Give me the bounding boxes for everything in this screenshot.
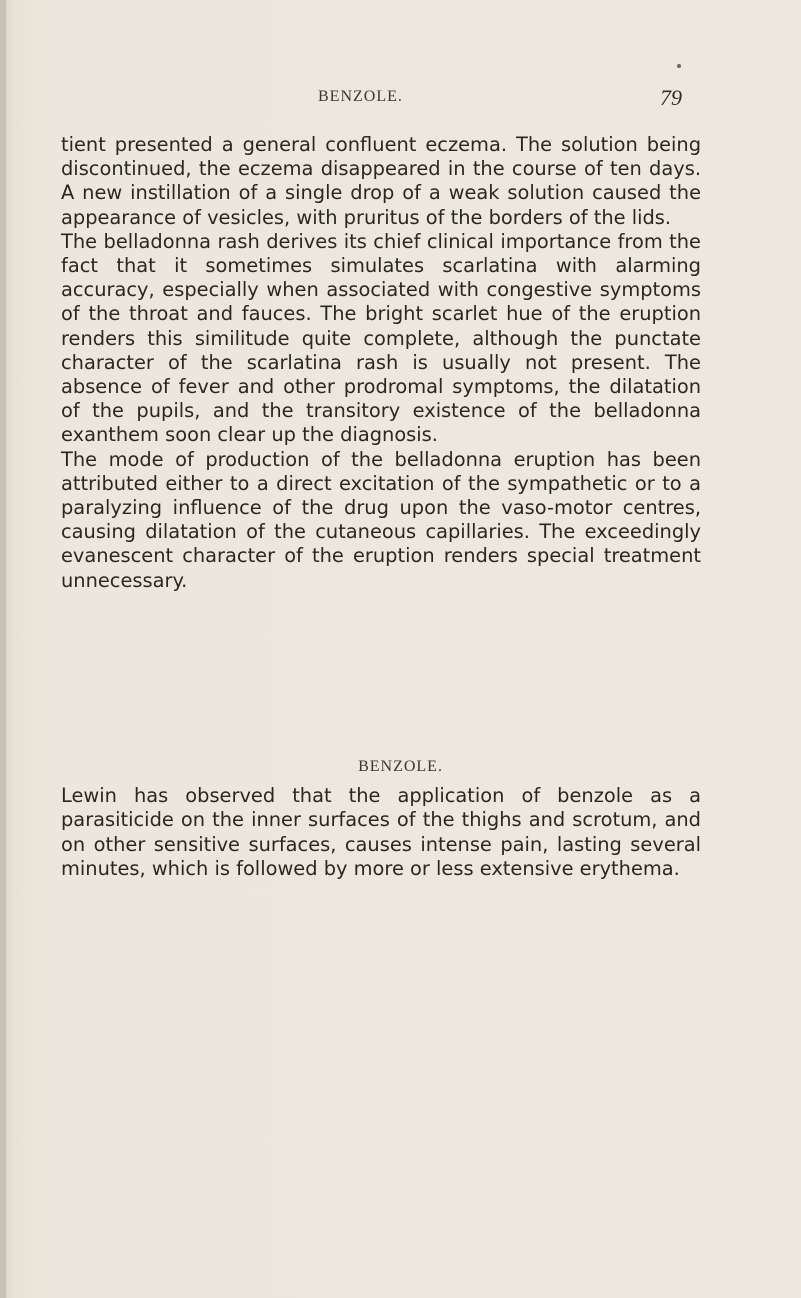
main-text (61, 133, 701, 593)
paragraph-benzole: Lewin has observed that the application of benzole as a parasiticide on the inner surfaces of the thighs and scrotum, and on other sensitive surfaces, causes intense pain, lasting several minutes, which is followed by more or less extensive erythema. (61, 784, 701, 881)
page-speck (677, 64, 681, 68)
section-heading: BENZOLE. (358, 758, 443, 775)
page-binding-edge (0, 0, 6, 1298)
paragraph-belladonna-rash: The belladonna rash derives its chief clinical importance from the fact that it sometimes simulates scarlatina with alarming accuracy, especially when associated with congestive symptoms of the throat and fauces. The bright scarlet hue of the eruption renders this similitude quite complete, although the punctate character of the scarlatina rash is usually not present. The absence of fever and other prodromal symptoms, the dilatation of the pupils, and the transitory existence of the belladonna exanthem soon clear up the diagnosis. (61, 229, 701, 447)
paragraph-mode-of-production: The mode of production of the belladonna eruption has been attributed either to a direct excitation of the sympathetic or to a paralyzing influence of the drug upon the vaso-motor centres, causing dilatation of the cutaneous capillaries. The exceedingly evanescent character of the eruption renders special treatment unnecessary. (61, 447, 701, 592)
section-text (61, 784, 701, 882)
running-header (0, 85, 801, 112)
paragraph-continuation: tient presented a general confluent eczema. The solution being discontinued, the eczema disappeared in the course of ten days. A new instillation of a single drop of a weak solution caused the appearance of vesicles, with pruritus of the borders of the lids. (61, 133, 701, 229)
page-number: 79 (660, 85, 682, 110)
running-title: BENZOLE. (318, 88, 403, 105)
